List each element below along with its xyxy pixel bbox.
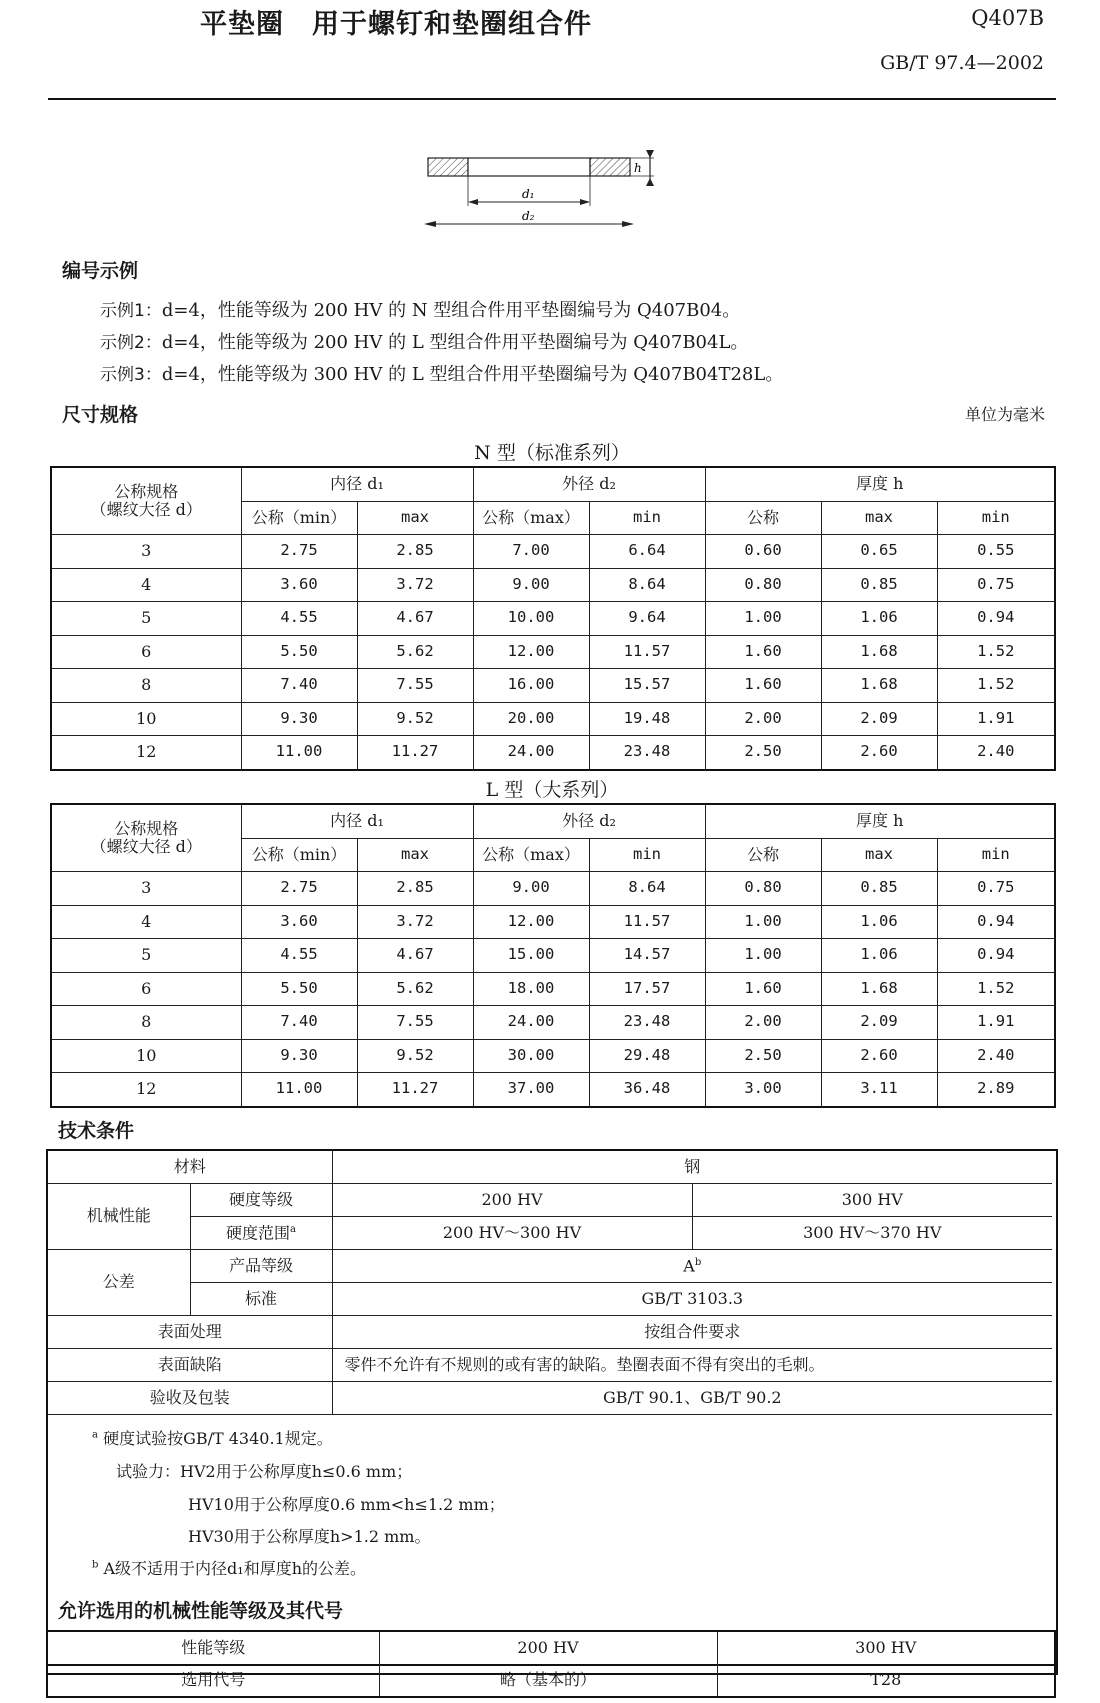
thickness-header: 厚度 h: [705, 804, 1055, 838]
washer-section-right: [590, 158, 630, 176]
spec-cell: 5: [51, 939, 241, 973]
tech-heading: 技术条件: [58, 1120, 135, 1142]
washer-diagram: [420, 146, 690, 238]
surface-defect-label: 表面缺陷: [48, 1349, 332, 1382]
subheader: 公称（min）: [241, 838, 357, 872]
hardness-range-a: 200 HV～300 HV: [332, 1217, 692, 1250]
perf-b: 300 HV: [717, 1631, 1055, 1665]
washer-hole: [468, 158, 590, 176]
value-cell: 1.68: [821, 669, 937, 703]
spec-cell: 3: [51, 535, 241, 569]
value-cell: 5.62: [357, 972, 473, 1006]
value-cell: 18.00: [473, 972, 589, 1006]
value-cell: 9.30: [241, 702, 357, 736]
part-code: Q407B: [971, 6, 1044, 30]
n-type-rows: [51, 535, 1055, 770]
spec-cell: 6: [51, 972, 241, 1006]
value-cell: 8.64: [589, 872, 705, 906]
outer-diameter-header: 外径 d₂: [473, 467, 705, 501]
value-cell: 10.00: [473, 602, 589, 636]
label-d1: d₁: [522, 187, 535, 201]
hardness-range-label: 硬度范围$^a$: [190, 1217, 332, 1250]
grades-table: [46, 1630, 1056, 1666]
subheader: 公称（max）: [473, 501, 589, 535]
value-cell: 2.09: [821, 702, 937, 736]
value-cell: 2.00: [705, 702, 821, 736]
grades-heading: 允许选用的机械性能等级及其代号: [58, 1600, 344, 1622]
table-row: [51, 872, 1055, 906]
footnote-force-1: 试验力：HV2用于公称厚度h≤0.6 mm；: [116, 1462, 413, 1481]
value-cell: 1.52: [937, 669, 1055, 703]
value-cell: 2.40: [937, 736, 1055, 770]
value-cell: 2.40: [937, 1039, 1055, 1073]
value-cell: 9.00: [473, 568, 589, 602]
dimensions-heading: 尺寸规格: [62, 404, 139, 426]
subheader: min: [589, 838, 705, 872]
value-cell: 0.80: [705, 568, 821, 602]
value-cell: 3.60: [241, 568, 357, 602]
value-cell: 2.60: [821, 1039, 937, 1073]
value-cell: 2.50: [705, 736, 821, 770]
value-cell: 3.72: [357, 568, 473, 602]
mech-label: 机械性能: [48, 1184, 190, 1250]
value-cell: 9.52: [357, 702, 473, 736]
table-row: [51, 1006, 1055, 1040]
value-cell: 11.57: [589, 905, 705, 939]
value-cell: 2.09: [821, 1006, 937, 1040]
value-cell: 1.00: [705, 939, 821, 973]
value-cell: 2.85: [357, 535, 473, 569]
inner-diameter-header: 内径 d₁: [241, 467, 473, 501]
value-cell: 0.75: [937, 568, 1055, 602]
n-type-caption: N 型（标准系列）: [474, 442, 630, 464]
footnote-b: $^b$ A级不适用于内径d₁和厚度h的公差。: [92, 1559, 367, 1578]
standard-value: GB/T 3103.3: [332, 1283, 1052, 1316]
spec-cell: 8: [51, 669, 241, 703]
value-cell: 3.60: [241, 905, 357, 939]
label-h: h: [634, 161, 642, 175]
value-cell: 6.64: [589, 535, 705, 569]
spec-cell: 4: [51, 568, 241, 602]
value-cell: 23.48: [589, 1006, 705, 1040]
l-type-rows: [51, 872, 1055, 1107]
standard-label: 标准: [190, 1283, 332, 1316]
value-cell: 1.00: [705, 602, 821, 636]
value-cell: 0.94: [937, 939, 1055, 973]
acceptance-label: 验收及包装: [48, 1382, 332, 1415]
spec-cell: 5: [51, 602, 241, 636]
value-cell: 0.85: [821, 568, 937, 602]
washer-section-left: [428, 158, 468, 176]
value-cell: 24.00: [473, 1006, 589, 1040]
spec-cell: 4: [51, 905, 241, 939]
spec-cell: 12: [51, 1073, 241, 1107]
spec-cell: 12: [51, 736, 241, 770]
value-cell: 15.57: [589, 669, 705, 703]
value-cell: 0.94: [937, 602, 1055, 636]
code-a: 略（基本的）: [379, 1664, 717, 1697]
surface-treatment-label: 表面处理: [48, 1316, 332, 1349]
example-1: 示例1：d=4，性能等级为 200 HV 的 N 型组合件用平垫圈编号为 Q407B04。: [100, 300, 741, 321]
table-row: [51, 602, 1055, 636]
value-cell: 0.94: [937, 905, 1055, 939]
value-cell: 20.00: [473, 702, 589, 736]
value-cell: 1.52: [937, 635, 1055, 669]
page-title: 平垫圈 用于螺钉和垫圈组合件: [200, 9, 592, 40]
value-cell: 16.00: [473, 669, 589, 703]
table-row: [51, 635, 1055, 669]
table-row: [51, 736, 1055, 770]
value-cell: 0.55: [937, 535, 1055, 569]
hardness-grade-a: 200 HV: [332, 1184, 692, 1217]
surface-defect-value: 零件不允许有不规则的或有害的缺陷。垫圈表面不得有突出的毛刺。: [332, 1349, 1052, 1382]
value-cell: 1.60: [705, 635, 821, 669]
table-row: [51, 669, 1055, 703]
value-cell: 12.00: [473, 635, 589, 669]
value-cell: 0.75: [937, 872, 1055, 906]
value-cell: 1.06: [821, 905, 937, 939]
material-value: 钢: [332, 1151, 1052, 1184]
spec-cell: 10: [51, 702, 241, 736]
table-row: [51, 535, 1055, 569]
l-type-caption: L 型（大系列）: [485, 779, 619, 801]
value-cell: 7.00: [473, 535, 589, 569]
spec-cell: 6: [51, 635, 241, 669]
value-cell: 1.91: [937, 1006, 1055, 1040]
value-cell: 19.48: [589, 702, 705, 736]
subheader: max: [821, 501, 937, 535]
value-cell: 1.68: [821, 972, 937, 1006]
value-cell: 1.52: [937, 972, 1055, 1006]
subheader: max: [357, 838, 473, 872]
value-cell: 0.60: [705, 535, 821, 569]
tolerance-label: 公差: [48, 1250, 190, 1316]
value-cell: 4.67: [357, 939, 473, 973]
table-row: [51, 1039, 1055, 1073]
table-row: [51, 568, 1055, 602]
value-cell: 2.89: [937, 1073, 1055, 1107]
value-cell: 2.85: [357, 872, 473, 906]
spec-cell: 8: [51, 1006, 241, 1040]
value-cell: 5.50: [241, 635, 357, 669]
hardness-grade-b: 300 HV: [692, 1184, 1052, 1217]
subheader: 公称: [705, 838, 821, 872]
value-cell: 9.64: [589, 602, 705, 636]
unit-note: 单位为毫米: [964, 405, 1045, 424]
code-b: T28: [717, 1664, 1055, 1697]
perf-a: 200 HV: [379, 1631, 717, 1665]
table-row: [51, 939, 1055, 973]
value-cell: 11.27: [357, 1073, 473, 1107]
value-cell: 11.57: [589, 635, 705, 669]
product-grade-value: $A^b$: [332, 1250, 1052, 1283]
value-cell: 3.11: [821, 1073, 937, 1107]
spec-cell: 10: [51, 1039, 241, 1073]
product-grade-label: 产品等级: [190, 1250, 332, 1283]
value-cell: 3.00: [705, 1073, 821, 1107]
value-cell: 2.60: [821, 736, 937, 770]
value-cell: 1.68: [821, 635, 937, 669]
examples-heading: 编号示例: [62, 260, 139, 282]
subheader: max: [821, 838, 937, 872]
value-cell: 1.60: [705, 669, 821, 703]
value-cell: 11.00: [241, 1073, 357, 1107]
table-row: [51, 905, 1055, 939]
hardness-range-b: 300 HV～370 HV: [692, 1217, 1052, 1250]
table-row: [51, 1073, 1055, 1107]
value-cell: 4.67: [357, 602, 473, 636]
value-cell: 15.00: [473, 939, 589, 973]
value-cell: 1.60: [705, 972, 821, 1006]
subheader: min: [589, 501, 705, 535]
value-cell: 1.91: [937, 702, 1055, 736]
perf-label: 性能等级: [47, 1631, 379, 1665]
footnote-a: $^a$ 硬度试验按GB/T 4340.1规定。: [92, 1429, 333, 1448]
value-cell: 11.27: [357, 736, 473, 770]
spec-cell: 3: [51, 872, 241, 906]
inner-diameter-header: 内径 d₁: [241, 804, 473, 838]
label-d2: d₂: [522, 209, 535, 223]
value-cell: 4.55: [241, 602, 357, 636]
acceptance-value: GB/T 90.1、GB/T 90.2: [332, 1382, 1052, 1415]
subheader: 公称（min）: [241, 501, 357, 535]
spec-header: 公称规格 （螺纹大径 d）: [51, 804, 241, 872]
spec-header: 公称规格 （螺纹大径 d）: [51, 467, 241, 535]
footnote-force-2: HV10用于公称厚度0.6 mm<h≤1.2 mm；: [188, 1495, 505, 1514]
code-label: 选用代号: [47, 1664, 379, 1697]
value-cell: 1.06: [821, 939, 937, 973]
value-cell: 9.52: [357, 1039, 473, 1073]
grades-code-table: [46, 1664, 1056, 1698]
subheader: min: [937, 838, 1055, 872]
value-cell: 2.50: [705, 1039, 821, 1073]
standard-number: GB/T 97.4—2002: [880, 52, 1044, 74]
value-cell: 9.00: [473, 872, 589, 906]
value-cell: 11.00: [241, 736, 357, 770]
value-cell: 8.64: [589, 568, 705, 602]
subheader: 公称: [705, 501, 821, 535]
value-cell: 17.57: [589, 972, 705, 1006]
example-2: 示例2：d=4，性能等级为 200 HV 的 L 型组合件用平垫圈编号为 Q407B04L。: [100, 332, 749, 353]
l-type-table: [50, 803, 1056, 1108]
value-cell: 0.80: [705, 872, 821, 906]
header-divider: [48, 98, 1056, 100]
surface-treatment-value: 按组合件要求: [332, 1316, 1052, 1349]
value-cell: 12.00: [473, 905, 589, 939]
table-row: [51, 702, 1055, 736]
material-label: 材料: [48, 1151, 332, 1184]
value-cell: 9.30: [241, 1039, 357, 1073]
value-cell: 14.57: [589, 939, 705, 973]
outer-diameter-header: 外径 d₂: [473, 804, 705, 838]
thickness-header: 厚度 h: [705, 467, 1055, 501]
value-cell: 37.00: [473, 1073, 589, 1107]
value-cell: 0.65: [821, 535, 937, 569]
n-type-table: [50, 466, 1056, 771]
hardness-grade-label: 硬度等级: [190, 1184, 332, 1217]
value-cell: 5.62: [357, 635, 473, 669]
value-cell: 29.48: [589, 1039, 705, 1073]
value-cell: 23.48: [589, 736, 705, 770]
value-cell: 1.00: [705, 905, 821, 939]
value-cell: 7.55: [357, 1006, 473, 1040]
subheader: min: [937, 501, 1055, 535]
value-cell: 2.75: [241, 535, 357, 569]
subheader: max: [357, 501, 473, 535]
value-cell: 0.85: [821, 872, 937, 906]
value-cell: 1.06: [821, 602, 937, 636]
example-3: 示例3：d=4，性能等级为 300 HV 的 L 型组合件用平垫圈编号为 Q407B04T28L。: [100, 364, 784, 385]
value-cell: 7.40: [241, 1006, 357, 1040]
value-cell: 5.50: [241, 972, 357, 1006]
value-cell: 2.75: [241, 872, 357, 906]
value-cell: 3.72: [357, 905, 473, 939]
value-cell: 36.48: [589, 1073, 705, 1107]
table-row: [51, 972, 1055, 1006]
value-cell: 2.00: [705, 1006, 821, 1040]
value-cell: 30.00: [473, 1039, 589, 1073]
value-cell: 7.40: [241, 669, 357, 703]
value-cell: 24.00: [473, 736, 589, 770]
value-cell: 7.55: [357, 669, 473, 703]
value-cell: 4.55: [241, 939, 357, 973]
subheader: 公称（max）: [473, 838, 589, 872]
tech-table: [48, 1151, 1052, 1415]
footnote-force-3: HV30用于公称厚度h>1.2 mm。: [188, 1527, 431, 1546]
